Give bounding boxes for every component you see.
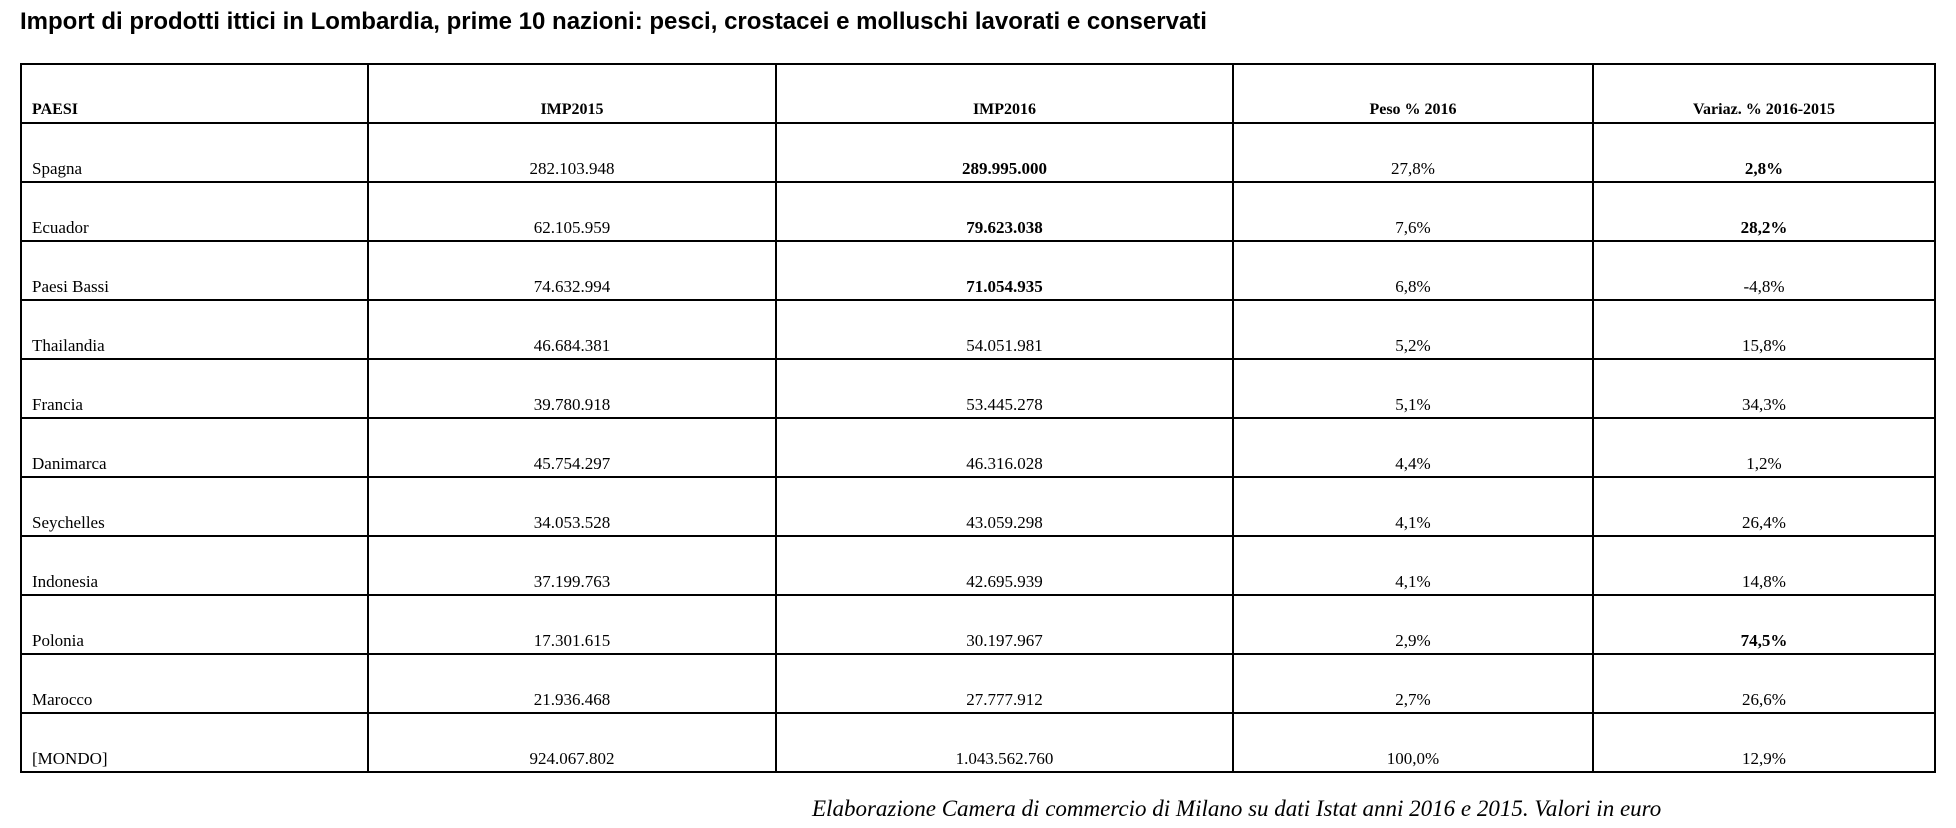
imp2015-cell: 924.067.802 — [368, 713, 776, 772]
country-cell: Francia — [21, 359, 368, 418]
country-cell: Polonia — [21, 595, 368, 654]
country-cell: Paesi Bassi — [21, 241, 368, 300]
imp2016-cell: 289.995.000 — [776, 123, 1233, 182]
variazione-cell: 14,8% — [1593, 536, 1935, 595]
imp2016-cell: 46.316.028 — [776, 418, 1233, 477]
peso-2016-cell: 4,1% — [1233, 536, 1593, 595]
table-body — [21, 123, 1935, 772]
imp2015-cell: 62.105.959 — [368, 182, 776, 241]
imp2015-cell: 45.754.297 — [368, 418, 776, 477]
header-peso-2016: Peso % 2016 — [1233, 64, 1593, 123]
peso-2016-cell: 2,9% — [1233, 595, 1593, 654]
imp2015-cell: 282.103.948 — [368, 123, 776, 182]
imp2016-cell: 71.054.935 — [776, 241, 1233, 300]
peso-2016-cell: 7,6% — [1233, 182, 1593, 241]
variazione-cell: 2,8% — [1593, 123, 1935, 182]
table-row — [21, 418, 1935, 477]
variazione-cell: 34,3% — [1593, 359, 1935, 418]
table-row — [21, 182, 1935, 241]
imp2015-cell: 21.936.468 — [368, 654, 776, 713]
imp2016-cell: 27.777.912 — [776, 654, 1233, 713]
country-cell: [MONDO] — [21, 713, 368, 772]
table-row — [21, 536, 1935, 595]
imp2015-cell: 37.199.763 — [368, 536, 776, 595]
imp2016-cell: 43.059.298 — [776, 477, 1233, 536]
peso-2016-cell: 5,2% — [1233, 300, 1593, 359]
header-imp2015: IMP2015 — [368, 64, 776, 123]
imp2015-cell: 17.301.615 — [368, 595, 776, 654]
imp2016-cell: 53.445.278 — [776, 359, 1233, 418]
variazione-cell: 1,2% — [1593, 418, 1935, 477]
peso-2016-cell: 100,0% — [1233, 713, 1593, 772]
imp2016-cell: 42.695.939 — [776, 536, 1233, 595]
source-footnote: Elaborazione Camera di commercio di Milano su dati Istat anni 2016 e 2015. Valori in euro — [812, 796, 1662, 821]
imp2015-cell: 46.684.381 — [368, 300, 776, 359]
country-cell: Marocco — [21, 654, 368, 713]
country-cell: Spagna — [21, 123, 368, 182]
table-row — [21, 595, 1935, 654]
variazione-cell: 26,6% — [1593, 654, 1935, 713]
peso-2016-cell: 4,1% — [1233, 477, 1593, 536]
table-row — [21, 123, 1935, 182]
header-variazione: Variaz. % 2016-2015 — [1593, 64, 1935, 123]
page-title: Import di prodotti ittici in Lombardia, prime 10 nazioni: pesci, crostacei e molluschi lavorati e conservati — [20, 8, 1207, 35]
variazione-cell: -4,8% — [1593, 241, 1935, 300]
imp2016-cell: 54.051.981 — [776, 300, 1233, 359]
table-row — [21, 300, 1935, 359]
table-row — [21, 241, 1935, 300]
imp2016-cell: 30.197.967 — [776, 595, 1233, 654]
import-table — [20, 63, 1936, 773]
imp2015-cell: 34.053.528 — [368, 477, 776, 536]
table-row — [21, 713, 1935, 772]
imp2016-cell: 79.623.038 — [776, 182, 1233, 241]
table-header-row — [21, 64, 1935, 123]
peso-2016-cell: 4,4% — [1233, 418, 1593, 477]
peso-2016-cell: 2,7% — [1233, 654, 1593, 713]
country-cell: Ecuador — [21, 182, 368, 241]
peso-2016-cell: 27,8% — [1233, 123, 1593, 182]
country-cell: Seychelles — [21, 477, 368, 536]
table-row — [21, 477, 1935, 536]
country-cell: Indonesia — [21, 536, 368, 595]
variazione-cell: 26,4% — [1593, 477, 1935, 536]
imp2015-cell: 74.632.994 — [368, 241, 776, 300]
variazione-cell: 15,8% — [1593, 300, 1935, 359]
table-row — [21, 654, 1935, 713]
country-cell: Thailandia — [21, 300, 368, 359]
country-cell: Danimarca — [21, 418, 368, 477]
header-paesi: PAESI — [21, 64, 368, 123]
variazione-cell: 12,9% — [1593, 713, 1935, 772]
peso-2016-cell: 5,1% — [1233, 359, 1593, 418]
table-row — [21, 359, 1935, 418]
imp2015-cell: 39.780.918 — [368, 359, 776, 418]
variazione-cell: 28,2% — [1593, 182, 1935, 241]
variazione-cell: 74,5% — [1593, 595, 1935, 654]
header-imp2016: IMP2016 — [776, 64, 1233, 123]
imp2016-cell: 1.043.562.760 — [776, 713, 1233, 772]
peso-2016-cell: 6,8% — [1233, 241, 1593, 300]
